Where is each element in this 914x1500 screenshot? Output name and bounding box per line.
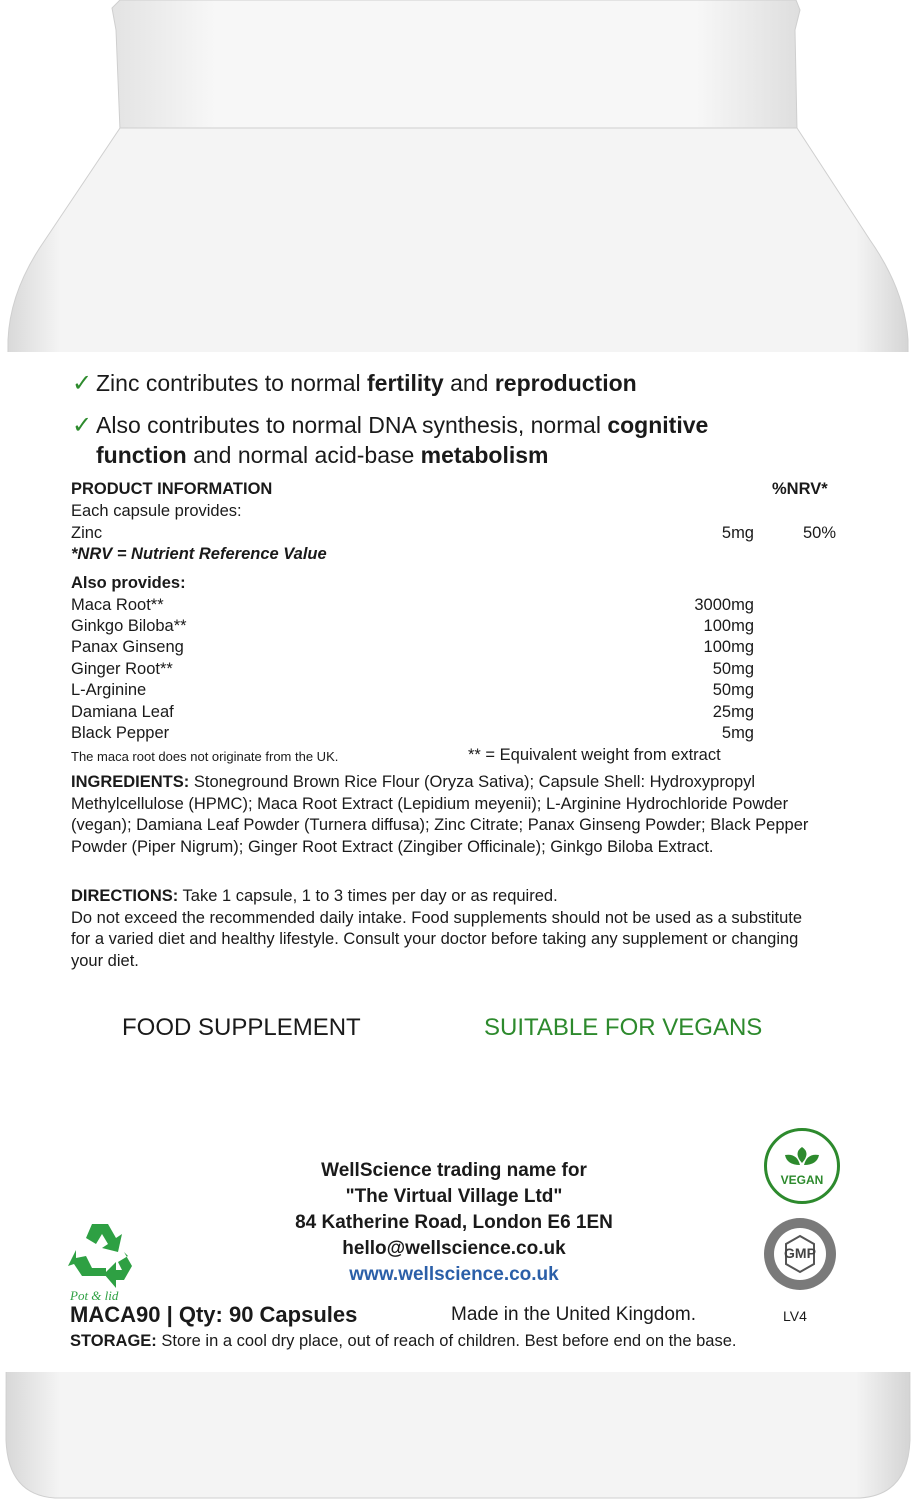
- zinc-name: Zinc: [71, 524, 103, 542]
- zinc-nrv: 50%: [802, 524, 836, 542]
- origin-note: The maca root does not originate from the UK.: [71, 749, 339, 764]
- storage-text: STORAGE: Store in a cool dry place, out of reach of children. Best before end on the base.: [70, 1332, 737, 1350]
- product-info-heading: PRODUCT INFORMATION: [71, 480, 273, 498]
- nrv-note: *NRV = Nutrient Reference Value: [71, 545, 327, 563]
- product-label: [0, 352, 914, 1372]
- ingredient-amount: 25mg: [712, 703, 754, 721]
- each-capsule-text: Each capsule provides:: [71, 502, 242, 520]
- made-in-text: Made in the United Kingdom.: [451, 1304, 697, 1325]
- ingredient-name: Black Pepper: [71, 724, 170, 742]
- ingredient-name: Panax Ginseng: [71, 638, 184, 656]
- suitable-vegans-text: SUITABLE FOR VEGANS: [484, 1014, 763, 1041]
- zinc-amount: 5mg: [721, 524, 754, 542]
- ingredient-name: L-Arginine: [71, 681, 147, 699]
- gmp-badge-text: GMP: [784, 1245, 816, 1261]
- ingredient-amount: 50mg: [712, 681, 754, 699]
- claim-dna: ✓ Also contributes to normal DNA synthesis, normal cognitive: [72, 412, 709, 439]
- ingredients-paragraph: INGREDIENTS: Stoneground Brown Rice Flour (Oryza Sativa); Capsule Shell: Hydroxypropyl Methylcellulose (HPMC); Maca Root Extract (Lepidium meyenii); L-Arginine Hydrochloride Powder (vegan); Damiana Leaf Powder (Turnera diffusa); Zinc Citrate; Panax Ginseng Powder; Black Pepper Powder (Piper Nigrum); Ginger Root Extract (Zingiber Officinale); Ginkgo Biloba Extract.: [71, 773, 809, 856]
- recycle-icon: [66, 1218, 142, 1290]
- ingredient-name: Damiana Leaf: [71, 703, 174, 721]
- product-code: MACA90 | Qty: 90 Capsules: [70, 1302, 358, 1327]
- ingredient-amount: 100mg: [703, 617, 754, 635]
- directions-paragraph: DIRECTIONS: Take 1 capsule, 1 to 3 times per day or as required. Do not exceed the recommended daily intake. Food supplements should not be used as a substitute for a varied diet and healthy lifestyle. Consult your doctor before taking any supplement or changing your diet.: [71, 887, 803, 970]
- company-address: 84 Katherine Road, London E6 1EN: [295, 1212, 613, 1233]
- ingredient-amount: 50mg: [712, 660, 754, 678]
- version-code: LV4: [783, 1308, 807, 1324]
- claim-dna-line2: function and normal acid-base metabolism: [96, 442, 549, 468]
- ingredient-amount: 100mg: [703, 638, 754, 656]
- also-provides-heading: Also provides:: [71, 574, 186, 592]
- claim-fertility: ✓ Zinc contributes to normal fertility and reproduction: [72, 370, 637, 397]
- ingredient-amount: 3000mg: [694, 596, 754, 614]
- gmp-badge: [764, 1218, 836, 1290]
- vegan-badge-text: VEGAN: [780, 1173, 824, 1187]
- ingredient-name: Ginkgo Biloba**: [71, 617, 187, 635]
- leaf-icon: [767, 1131, 837, 1201]
- vegan-badge: [764, 1128, 840, 1204]
- check-icon: ✓: [72, 370, 93, 397]
- extract-note: ** = Equivalent weight from extract: [468, 746, 721, 764]
- company-line2: "The Virtual Village Ltd": [345, 1186, 563, 1207]
- company-website[interactable]: www.wellscience.co.uk: [349, 1264, 559, 1285]
- recycle-badge: [66, 1218, 146, 1308]
- nrv-heading: %NRV*: [772, 480, 828, 498]
- bottle-cap: [112, 0, 800, 130]
- company-line1: WellScience trading name for: [321, 1160, 587, 1181]
- food-supplement-text: FOOD SUPPLEMENT: [122, 1014, 361, 1041]
- ingredient-name: Maca Root**: [71, 596, 164, 614]
- company-email[interactable]: hello@wellscience.co.uk: [342, 1238, 566, 1259]
- recycle-label: Pot & lid: [70, 1288, 119, 1303]
- ingredient-name: Ginger Root**: [71, 660, 173, 678]
- check-icon: ✓: [72, 412, 93, 439]
- ingredient-amount: 5mg: [721, 724, 754, 742]
